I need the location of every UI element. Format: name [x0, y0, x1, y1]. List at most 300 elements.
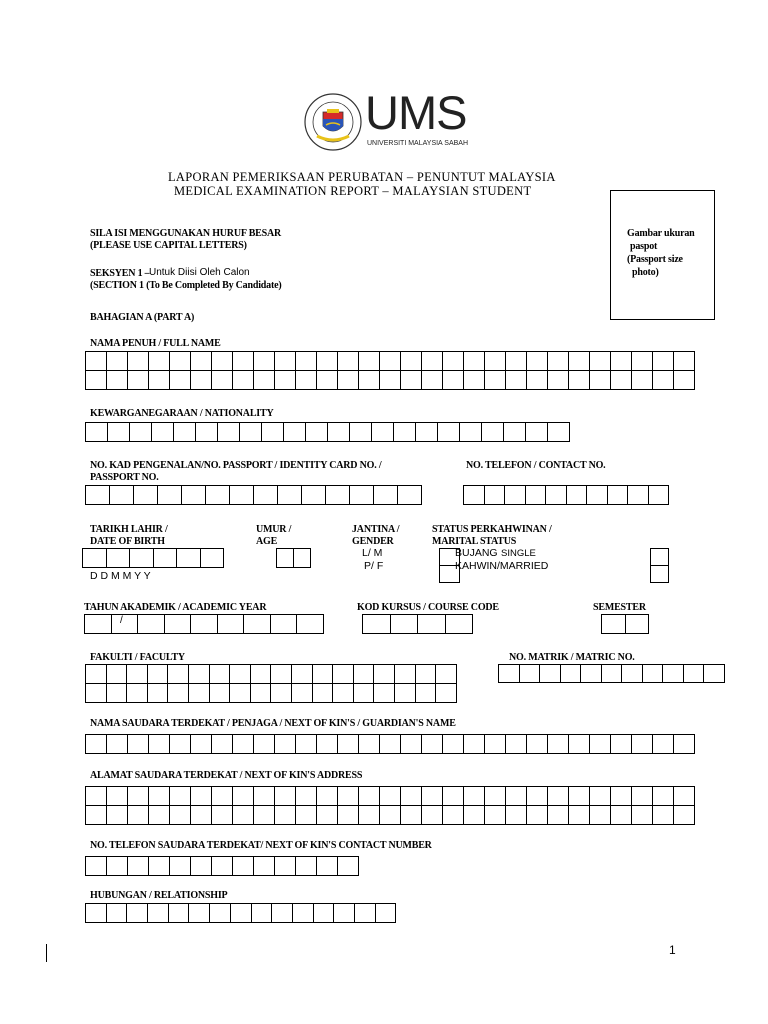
- char-box[interactable]: [632, 787, 653, 806]
- char-box[interactable]: [355, 904, 376, 923]
- char-box[interactable]: [548, 371, 569, 390]
- char-box[interactable]: [149, 352, 170, 371]
- char-box[interactable]: [189, 904, 210, 923]
- char-box[interactable]: [380, 735, 401, 754]
- char-box[interactable]: [338, 352, 359, 371]
- char-box[interactable]: [436, 665, 457, 684]
- char-box[interactable]: [394, 423, 416, 442]
- char-box[interactable]: [86, 486, 110, 505]
- char-box[interactable]: [174, 423, 196, 442]
- char-box[interactable]: [191, 857, 212, 876]
- char-box[interactable]: [443, 371, 464, 390]
- char-box[interactable]: [86, 352, 107, 371]
- char-box[interactable]: [485, 806, 506, 825]
- char-box[interactable]: [418, 615, 446, 634]
- char-box[interactable]: [653, 352, 674, 371]
- char-box[interactable]: [380, 352, 401, 371]
- char-box[interactable]: [128, 735, 149, 754]
- char-box[interactable]: [354, 684, 375, 703]
- char-box[interactable]: [85, 615, 112, 634]
- char-box[interactable]: [674, 735, 695, 754]
- char-box[interactable]: [506, 735, 527, 754]
- char-box[interactable]: [191, 787, 212, 806]
- char-box[interactable]: [569, 735, 590, 754]
- char-box[interactable]: [548, 352, 569, 371]
- char-box[interactable]: [485, 787, 506, 806]
- char-box[interactable]: [149, 371, 170, 390]
- char-box[interactable]: [233, 352, 254, 371]
- char-box[interactable]: [611, 735, 632, 754]
- char-box[interactable]: [210, 904, 231, 923]
- char-box[interactable]: [182, 486, 206, 505]
- char-box[interactable]: [296, 352, 317, 371]
- char-box[interactable]: [170, 371, 191, 390]
- char-box[interactable]: [464, 735, 485, 754]
- dob-boxes[interactable]: [82, 548, 224, 568]
- char-box[interactable]: [191, 806, 212, 825]
- char-box[interactable]: [313, 684, 334, 703]
- kin-contact-boxes[interactable]: [85, 856, 359, 876]
- char-box[interactable]: [527, 735, 548, 754]
- char-box[interactable]: [376, 904, 397, 923]
- char-box[interactable]: [275, 806, 296, 825]
- char-box[interactable]: [201, 549, 225, 568]
- char-box[interactable]: [196, 423, 218, 442]
- char-box[interactable]: [372, 423, 394, 442]
- contact-boxes[interactable]: [463, 485, 669, 505]
- char-box[interactable]: [506, 352, 527, 371]
- char-box[interactable]: [277, 549, 294, 568]
- char-box[interactable]: [107, 352, 128, 371]
- char-box[interactable]: [127, 904, 148, 923]
- char-box[interactable]: [443, 352, 464, 371]
- char-box[interactable]: [622, 665, 643, 683]
- char-box[interactable]: [338, 371, 359, 390]
- char-box[interactable]: [401, 371, 422, 390]
- char-box[interactable]: [128, 857, 149, 876]
- char-box[interactable]: [546, 486, 567, 505]
- char-box[interactable]: [128, 806, 149, 825]
- char-box[interactable]: [154, 549, 178, 568]
- char-box[interactable]: [317, 857, 338, 876]
- char-box[interactable]: [275, 787, 296, 806]
- char-box[interactable]: [422, 735, 443, 754]
- kin-address-boxes[interactable]: [85, 786, 695, 825]
- char-box[interactable]: [520, 665, 541, 683]
- char-box[interactable]: [152, 423, 174, 442]
- char-box[interactable]: [422, 371, 443, 390]
- char-box[interactable]: [127, 665, 148, 684]
- char-box[interactable]: [632, 735, 653, 754]
- char-box[interactable]: [110, 486, 134, 505]
- char-box[interactable]: [380, 371, 401, 390]
- char-box[interactable]: [401, 735, 422, 754]
- char-box[interactable]: [527, 371, 548, 390]
- char-box[interactable]: [506, 787, 527, 806]
- char-box[interactable]: [128, 371, 149, 390]
- char-box[interactable]: [271, 665, 292, 684]
- ic-passport-boxes[interactable]: [85, 485, 422, 505]
- char-box[interactable]: [317, 735, 338, 754]
- char-box[interactable]: [561, 665, 582, 683]
- char-box[interactable]: [86, 904, 107, 923]
- char-box[interactable]: [674, 371, 695, 390]
- char-box[interactable]: [611, 352, 632, 371]
- char-box[interactable]: [233, 857, 254, 876]
- char-box[interactable]: [587, 486, 608, 505]
- char-box[interactable]: [212, 352, 233, 371]
- char-box[interactable]: [254, 735, 275, 754]
- char-box[interactable]: [313, 665, 334, 684]
- char-box[interactable]: [350, 423, 372, 442]
- char-box[interactable]: [527, 352, 548, 371]
- char-box[interactable]: [548, 735, 569, 754]
- char-box[interactable]: [328, 423, 350, 442]
- char-box[interactable]: [218, 423, 240, 442]
- char-box[interactable]: [294, 549, 311, 568]
- char-box[interactable]: [127, 684, 148, 703]
- char-box[interactable]: [306, 423, 328, 442]
- char-box[interactable]: [380, 787, 401, 806]
- char-box[interactable]: [254, 806, 275, 825]
- char-box[interactable]: [170, 352, 191, 371]
- char-box[interactable]: [218, 615, 245, 634]
- char-box[interactable]: [391, 615, 419, 634]
- char-box[interactable]: [506, 371, 527, 390]
- char-box[interactable]: [506, 806, 527, 825]
- char-box[interactable]: [632, 352, 653, 371]
- char-box[interactable]: [651, 566, 669, 583]
- char-box[interactable]: [317, 787, 338, 806]
- char-box[interactable]: [134, 486, 158, 505]
- age-boxes[interactable]: [276, 548, 311, 568]
- char-box[interactable]: [527, 806, 548, 825]
- char-box[interactable]: [86, 787, 107, 806]
- char-box[interactable]: [112, 615, 139, 634]
- char-box[interactable]: [251, 684, 272, 703]
- char-box[interactable]: [602, 665, 623, 683]
- char-box[interactable]: [569, 352, 590, 371]
- char-box[interactable]: [338, 857, 359, 876]
- char-box[interactable]: [416, 684, 437, 703]
- char-box[interactable]: [704, 665, 725, 683]
- char-box[interactable]: [165, 615, 192, 634]
- char-box[interactable]: [482, 423, 504, 442]
- char-box[interactable]: [148, 684, 169, 703]
- char-box[interactable]: [317, 352, 338, 371]
- char-box[interactable]: [275, 735, 296, 754]
- char-box[interactable]: [170, 806, 191, 825]
- char-box[interactable]: [611, 806, 632, 825]
- char-box[interactable]: [284, 423, 306, 442]
- char-box[interactable]: [107, 665, 128, 684]
- char-box[interactable]: [170, 735, 191, 754]
- char-box[interactable]: [359, 371, 380, 390]
- char-box[interactable]: [83, 549, 107, 568]
- char-box[interactable]: [191, 735, 212, 754]
- char-box[interactable]: [251, 665, 272, 684]
- char-box[interactable]: [674, 806, 695, 825]
- char-box[interactable]: [212, 787, 233, 806]
- char-box[interactable]: [107, 857, 128, 876]
- char-box[interactable]: [275, 857, 296, 876]
- char-box[interactable]: [350, 486, 374, 505]
- char-box[interactable]: [663, 665, 684, 683]
- char-box[interactable]: [128, 787, 149, 806]
- char-box[interactable]: [130, 423, 152, 442]
- char-box[interactable]: [590, 787, 611, 806]
- char-box[interactable]: [233, 787, 254, 806]
- char-box[interactable]: [262, 423, 284, 442]
- char-box[interactable]: [86, 684, 107, 703]
- char-box[interactable]: [333, 665, 354, 684]
- char-box[interactable]: [643, 665, 664, 683]
- char-box[interactable]: [395, 665, 416, 684]
- char-box[interactable]: [86, 371, 107, 390]
- char-box[interactable]: [148, 665, 169, 684]
- char-box[interactable]: [649, 486, 670, 505]
- char-box[interactable]: [684, 665, 705, 683]
- char-box[interactable]: [254, 352, 275, 371]
- char-box[interactable]: [540, 665, 561, 683]
- char-box[interactable]: [233, 735, 254, 754]
- char-box[interactable]: [210, 684, 231, 703]
- char-box[interactable]: [302, 486, 326, 505]
- char-box[interactable]: [275, 371, 296, 390]
- char-box[interactable]: [158, 486, 182, 505]
- char-box[interactable]: [505, 486, 526, 505]
- char-box[interactable]: [395, 684, 416, 703]
- course-code-boxes[interactable]: [362, 614, 473, 634]
- char-box[interactable]: [278, 486, 302, 505]
- char-box[interactable]: [210, 665, 231, 684]
- char-box[interactable]: [526, 486, 547, 505]
- char-box[interactable]: [86, 665, 107, 684]
- char-box[interactable]: [460, 423, 482, 442]
- char-box[interactable]: [628, 486, 649, 505]
- char-box[interactable]: [177, 549, 201, 568]
- char-box[interactable]: [107, 549, 131, 568]
- char-box[interactable]: [233, 371, 254, 390]
- char-box[interactable]: [170, 787, 191, 806]
- char-box[interactable]: [398, 486, 422, 505]
- char-box[interactable]: [130, 549, 154, 568]
- char-box[interactable]: [401, 352, 422, 371]
- char-box[interactable]: [292, 665, 313, 684]
- char-box[interactable]: [293, 904, 314, 923]
- char-box[interactable]: [363, 615, 391, 634]
- char-box[interactable]: [608, 486, 629, 505]
- char-box[interactable]: [653, 806, 674, 825]
- char-box[interactable]: [464, 787, 485, 806]
- char-box[interactable]: [359, 806, 380, 825]
- char-box[interactable]: [590, 352, 611, 371]
- char-box[interactable]: [611, 787, 632, 806]
- char-box[interactable]: [326, 486, 350, 505]
- char-box[interactable]: [651, 549, 669, 566]
- char-box[interactable]: [168, 665, 189, 684]
- char-box[interactable]: [86, 806, 107, 825]
- char-box[interactable]: [148, 904, 169, 923]
- char-box[interactable]: [674, 352, 695, 371]
- char-box[interactable]: [86, 857, 107, 876]
- char-box[interactable]: [317, 371, 338, 390]
- char-box[interactable]: [233, 806, 254, 825]
- char-box[interactable]: [107, 904, 128, 923]
- char-box[interactable]: [374, 684, 395, 703]
- char-box[interactable]: [169, 904, 190, 923]
- char-box[interactable]: [548, 806, 569, 825]
- char-box[interactable]: [314, 904, 335, 923]
- char-box[interactable]: [485, 371, 506, 390]
- char-box[interactable]: [128, 352, 149, 371]
- char-box[interactable]: [191, 371, 212, 390]
- char-box[interactable]: [359, 735, 380, 754]
- char-box[interactable]: [443, 735, 464, 754]
- char-box[interactable]: [653, 371, 674, 390]
- char-box[interactable]: [653, 787, 674, 806]
- char-box[interactable]: [569, 787, 590, 806]
- char-box[interactable]: [485, 486, 506, 505]
- char-box[interactable]: [416, 665, 437, 684]
- char-box[interactable]: [438, 423, 460, 442]
- char-box[interactable]: [485, 735, 506, 754]
- char-box[interactable]: [526, 423, 548, 442]
- char-box[interactable]: [527, 787, 548, 806]
- char-box[interactable]: [296, 735, 317, 754]
- char-box[interactable]: [191, 352, 212, 371]
- char-box[interactable]: [653, 735, 674, 754]
- char-box[interactable]: [359, 352, 380, 371]
- char-box[interactable]: [168, 684, 189, 703]
- char-box[interactable]: [590, 371, 611, 390]
- char-box[interactable]: [231, 904, 252, 923]
- char-box[interactable]: [548, 423, 570, 442]
- char-box[interactable]: [296, 371, 317, 390]
- char-box[interactable]: [296, 806, 317, 825]
- char-box[interactable]: [212, 857, 233, 876]
- char-box[interactable]: [464, 371, 485, 390]
- char-box[interactable]: [464, 352, 485, 371]
- char-box[interactable]: [254, 371, 275, 390]
- char-box[interactable]: [590, 806, 611, 825]
- char-box[interactable]: [275, 352, 296, 371]
- char-box[interactable]: [86, 735, 107, 754]
- char-box[interactable]: [464, 486, 485, 505]
- char-box[interactable]: [374, 665, 395, 684]
- char-box[interactable]: [189, 684, 210, 703]
- char-box[interactable]: [254, 857, 275, 876]
- semester-boxes[interactable]: [601, 614, 649, 634]
- char-box[interactable]: [149, 787, 170, 806]
- char-box[interactable]: [485, 352, 506, 371]
- relationship-boxes[interactable]: [85, 903, 396, 923]
- char-box[interactable]: [569, 806, 590, 825]
- char-box[interactable]: [189, 665, 210, 684]
- char-box[interactable]: [632, 371, 653, 390]
- char-box[interactable]: [212, 806, 233, 825]
- char-box[interactable]: [254, 486, 278, 505]
- char-box[interactable]: [254, 787, 275, 806]
- char-box[interactable]: [212, 735, 233, 754]
- matric-boxes[interactable]: [498, 664, 725, 683]
- char-box[interactable]: [401, 806, 422, 825]
- char-box[interactable]: [107, 787, 128, 806]
- char-box[interactable]: [334, 904, 355, 923]
- char-box[interactable]: [359, 787, 380, 806]
- char-box[interactable]: [443, 806, 464, 825]
- char-box[interactable]: [240, 423, 262, 442]
- char-box[interactable]: [626, 615, 650, 634]
- char-box[interactable]: [611, 371, 632, 390]
- char-box[interactable]: [602, 615, 626, 634]
- char-box[interactable]: [338, 735, 359, 754]
- faculty-boxes[interactable]: [85, 664, 457, 703]
- char-box[interactable]: [422, 806, 443, 825]
- char-box[interactable]: [86, 423, 108, 442]
- char-box[interactable]: [422, 787, 443, 806]
- char-box[interactable]: [244, 615, 271, 634]
- char-box[interactable]: [416, 423, 438, 442]
- char-box[interactable]: [499, 665, 520, 683]
- char-box[interactable]: [212, 371, 233, 390]
- char-box[interactable]: [206, 486, 230, 505]
- char-box[interactable]: [149, 857, 170, 876]
- char-box[interactable]: [230, 486, 254, 505]
- char-box[interactable]: [107, 806, 128, 825]
- char-box[interactable]: [569, 371, 590, 390]
- char-box[interactable]: [338, 806, 359, 825]
- char-box[interactable]: [230, 684, 251, 703]
- char-box[interactable]: [108, 423, 130, 442]
- char-box[interactable]: [107, 684, 128, 703]
- char-box[interactable]: [296, 787, 317, 806]
- char-box[interactable]: [317, 806, 338, 825]
- char-box[interactable]: [149, 806, 170, 825]
- char-box[interactable]: [333, 684, 354, 703]
- char-box[interactable]: [354, 665, 375, 684]
- char-box[interactable]: [271, 615, 298, 634]
- char-box[interactable]: [297, 615, 324, 634]
- char-box[interactable]: [567, 486, 588, 505]
- char-box[interactable]: [170, 857, 191, 876]
- char-box[interactable]: [590, 735, 611, 754]
- char-box[interactable]: [443, 787, 464, 806]
- char-box[interactable]: [230, 665, 251, 684]
- char-box[interactable]: [252, 904, 273, 923]
- char-box[interactable]: [674, 787, 695, 806]
- char-box[interactable]: [464, 806, 485, 825]
- char-box[interactable]: [296, 857, 317, 876]
- char-box[interactable]: [338, 787, 359, 806]
- full-name-boxes[interactable]: [85, 351, 695, 390]
- char-box[interactable]: [504, 423, 526, 442]
- char-box[interactable]: [422, 352, 443, 371]
- char-box[interactable]: [548, 787, 569, 806]
- char-box[interactable]: [138, 615, 165, 634]
- char-box[interactable]: [107, 371, 128, 390]
- char-box[interactable]: [292, 684, 313, 703]
- kin-name-boxes[interactable]: [85, 734, 695, 754]
- char-box[interactable]: [149, 735, 170, 754]
- char-box[interactable]: [581, 665, 602, 683]
- char-box[interactable]: [107, 735, 128, 754]
- marital-checkboxes[interactable]: [650, 548, 669, 583]
- char-box[interactable]: [446, 615, 474, 634]
- char-box[interactable]: [380, 806, 401, 825]
- char-box[interactable]: [632, 806, 653, 825]
- char-box[interactable]: [436, 684, 457, 703]
